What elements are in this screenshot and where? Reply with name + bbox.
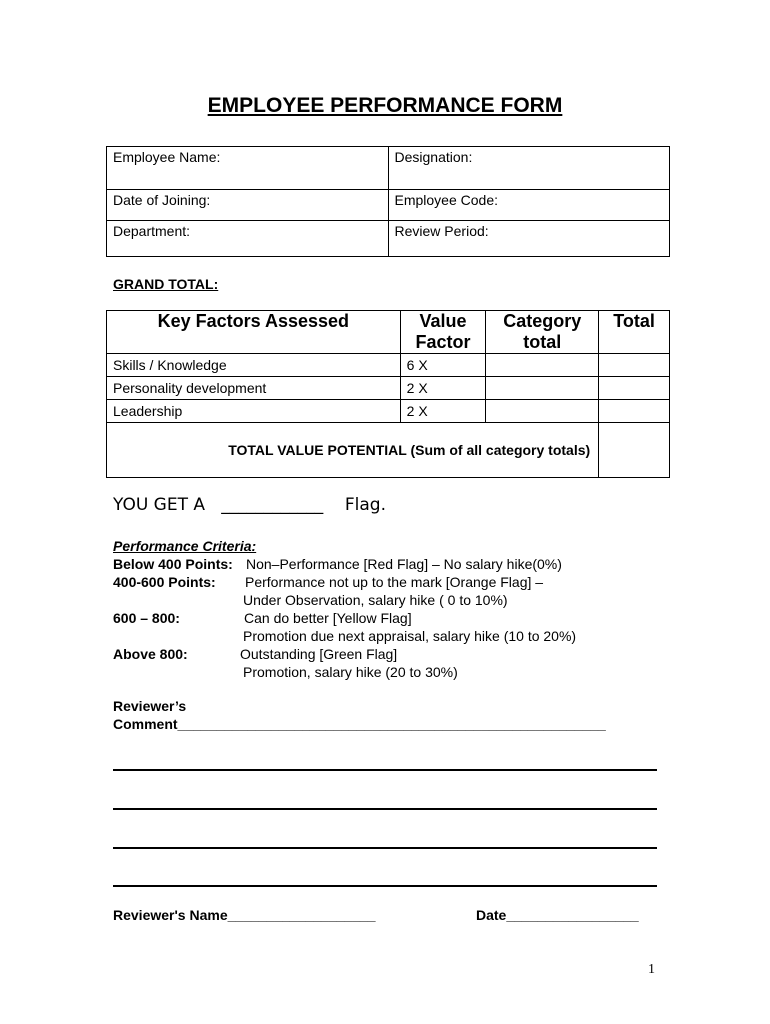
header-total: Total	[599, 311, 670, 354]
criteria-row	[113, 663, 458, 681]
table-row	[107, 377, 670, 400]
reviewer-comment-line[interactable]: Comment_______________________________________________________	[113, 716, 606, 732]
value-cell: 2 X	[400, 400, 486, 423]
header-category-total-line2: total	[523, 332, 562, 352]
designation-field[interactable]: Designation:	[388, 147, 670, 190]
date-field[interactable]: Date_________________	[476, 907, 639, 923]
flag-prefix: YOU GET A	[113, 495, 206, 515]
page-number: 1	[648, 962, 655, 977]
reviewer-comment-label: Reviewer’s	[113, 698, 187, 714]
header-category-total	[486, 311, 599, 354]
employee-info-table	[106, 146, 670, 257]
comment-line[interactable]	[113, 808, 657, 810]
total-value-potential-row	[107, 423, 670, 478]
header-value-factor	[400, 311, 486, 354]
criteria-text: Promotion due next appraisal, salary hike (10 to 20%)	[243, 628, 577, 644]
value-cell: 2 X	[400, 377, 486, 400]
criteria-title: Performance Criteria:	[113, 538, 257, 554]
flag-line	[113, 495, 386, 515]
grand-total-label: GRAND TOTAL:	[113, 276, 219, 292]
category-total-cell[interactable]	[486, 377, 599, 400]
review-period-field[interactable]: Review Period:	[388, 221, 670, 257]
comment-line[interactable]	[113, 769, 657, 771]
factor-cell: Personality development	[107, 377, 401, 400]
factor-cell: Skills / Knowledge	[107, 354, 401, 377]
total-cell[interactable]	[599, 354, 670, 377]
criteria-text: Performance not up to the mark [Orange Flag] –	[245, 574, 544, 590]
page-title: EMPLOYEE PERFORMANCE FORM	[207, 94, 563, 117]
criteria-row	[113, 555, 562, 573]
header-value-factor-line2: Factor	[415, 332, 471, 352]
employee-code-field[interactable]: Employee Code:	[388, 190, 670, 221]
criteria-row	[113, 609, 412, 627]
category-total-cell[interactable]	[486, 354, 599, 377]
employee-name-field[interactable]: Employee Name:	[107, 147, 389, 190]
factor-cell: Leadership	[107, 400, 401, 423]
flag-suffix: Flag.	[344, 495, 386, 515]
criteria-text: Under Observation, salary hike ( 0 to 10%)	[243, 592, 508, 608]
header-value-factor-line1: Value	[419, 311, 467, 331]
reviewer-comment	[113, 697, 606, 733]
performance-criteria	[113, 537, 577, 681]
date-of-joining-field[interactable]: Date of Joining:	[107, 190, 389, 221]
comment-line[interactable]	[113, 847, 657, 849]
department-field[interactable]: Department:	[107, 221, 389, 257]
header-category-total-line1: Category	[503, 311, 582, 331]
criteria-label: 400-600 Points:	[113, 574, 216, 590]
total-value-potential-label: TOTAL VALUE POTENTIAL (Sum of all category totals)	[107, 423, 599, 478]
flag-blank[interactable]: ____________	[221, 495, 324, 515]
header-key-factors: Key Factors Assessed	[107, 311, 401, 354]
criteria-row	[113, 591, 508, 609]
criteria-text: Can do better [Yellow Flag]	[244, 610, 412, 626]
criteria-label: Below 400 Points:	[113, 556, 233, 572]
criteria-row	[113, 573, 544, 591]
criteria-label: Above 800:	[113, 646, 188, 662]
criteria-label: 600 – 800:	[113, 610, 180, 626]
criteria-text: Promotion, salary hike (20 to 30%)	[243, 664, 458, 680]
value-cell: 6 X	[400, 354, 486, 377]
comment-line[interactable]	[113, 885, 657, 887]
criteria-text: Non–Performance [Red Flag] – No salary hike(0%)	[246, 556, 562, 572]
table-row	[107, 354, 670, 377]
score-table	[106, 310, 670, 478]
total-cell[interactable]	[599, 377, 670, 400]
criteria-row	[113, 645, 398, 663]
total-cell[interactable]	[599, 400, 670, 423]
table-row	[107, 400, 670, 423]
category-total-cell[interactable]	[486, 400, 599, 423]
total-value-potential-cell[interactable]	[599, 423, 670, 478]
reviewer-name-field[interactable]: Reviewer's Name___________________	[113, 907, 376, 923]
criteria-row	[113, 627, 577, 645]
criteria-text: Outstanding [Green Flag]	[240, 646, 398, 662]
